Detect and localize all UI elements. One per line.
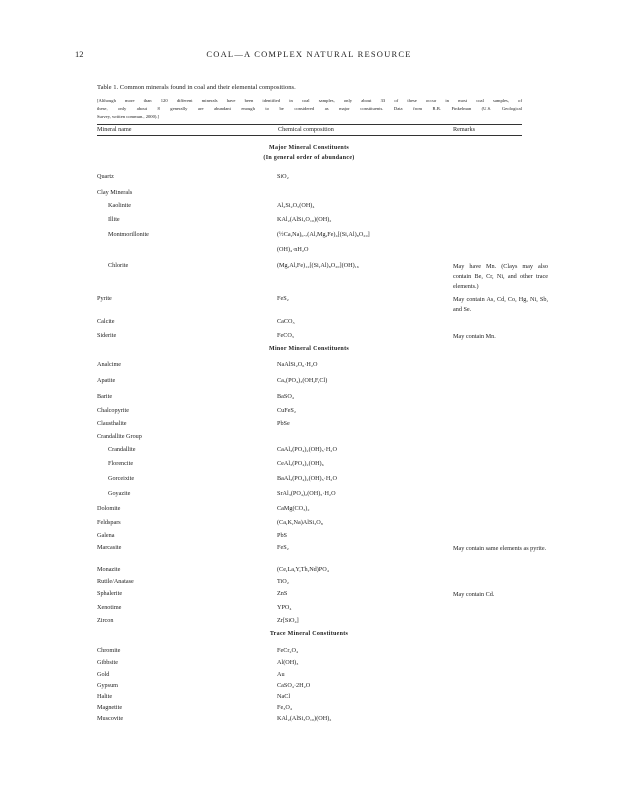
- formula-sphalerite: ZnS: [277, 590, 288, 597]
- mineral-crandallite: Crandallite: [108, 446, 136, 453]
- formula-feldspars: (Ca,K,Na)AlSi₃O₈: [277, 519, 323, 526]
- mineral-apatite: Apatite: [97, 377, 116, 384]
- formula-kaolinite: Al₂Si₂O₅(OH)₄: [277, 202, 315, 209]
- formula-siderite: FeCO₃: [277, 332, 294, 339]
- formula-illite: KAl₂(AlSi₃O₁₀)(OH)₂: [277, 216, 332, 223]
- section-title-trace: Trace Mineral Constituents: [269, 631, 349, 637]
- formula-crandallite: CaAl₃(PO₄)₂(OH)₅·H₂O: [277, 446, 337, 453]
- mineral-crandallite-group: Crandallite Group: [97, 433, 142, 440]
- mineral-barite: Barite: [97, 393, 113, 400]
- formula-gorceixite: BaAl₃(PO₄)₂(OH)₅·H₂O: [277, 475, 337, 482]
- table-note-line: these, only about 8 generally are abundant enough to be considered as major constituents. Data from R.B. Finkelman (U.S. Geological: [97, 106, 522, 111]
- table-note-line: Survey, written commun., 2000).]: [97, 114, 160, 119]
- section-title-major: Major Mineral Constituents: [268, 145, 349, 151]
- formula-analcime: NaAlSi₂O₆·H₂O: [277, 361, 318, 368]
- formula-florencite: CeAl₃(PO₄)₂(OH)₆: [277, 460, 324, 467]
- column-header-mineral: Mineral name: [97, 126, 132, 133]
- section-title-minor: Minor Mineral Constituents: [268, 346, 350, 352]
- mineral-muscovite: Muscovite: [97, 715, 124, 722]
- table-caption: Table 1. Common minerals found in coal and their elemental compositions.: [97, 84, 296, 91]
- formula-barite: BaSO₄: [277, 393, 294, 400]
- formula-zircon: Zr[SiO₄]: [277, 617, 299, 624]
- mineral-quartz: Quartz: [97, 173, 114, 180]
- formula-chalcopyrite: CuFeS₂: [277, 407, 297, 414]
- mineral-gibbsite: Gibbsite: [97, 659, 118, 666]
- formula-gold: Au: [277, 671, 285, 678]
- formula-gibbsite: Al(OH)₃: [277, 659, 299, 666]
- mineral-chalcopyrite: Chalcopyrite: [97, 407, 129, 414]
- formula-dolomite: CaMg(CO₃)₂: [277, 505, 310, 512]
- formula-montmorillonite-cont: (OH)₄·nH₂O: [277, 246, 309, 253]
- formula-pyrite: FeS₂: [277, 295, 289, 302]
- formula-rutile-anatase: TiO₂: [277, 578, 289, 585]
- formula-galena: PbS: [277, 532, 287, 539]
- formula-chlorite: (Mg,Al,Fe)₁₂[(Si,Al)₈O₂₀](OH)₁₆: [277, 262, 359, 269]
- formula-marcasite: FeS₂: [277, 544, 289, 551]
- formula-goyazite: SrAl₃(PO₄)₂(OH)₅·H₂O: [277, 490, 336, 497]
- mineral-clausthalite: Clausthalite: [97, 420, 127, 427]
- mineral-magnetite: Magnetite: [97, 704, 123, 711]
- page-number: 12: [75, 49, 84, 59]
- mineral-chromite: Chromite: [97, 647, 121, 654]
- mineral-marcasite: Marcasite: [97, 544, 122, 551]
- mineral-pyrite: Pyrite: [97, 295, 112, 302]
- mineral-analcime: Analcime: [97, 361, 122, 368]
- mineral-feldspars: Feldspars: [97, 519, 121, 526]
- formula-halite: NaCl: [277, 693, 291, 700]
- mineral-gorceixite: Gorceixite: [108, 475, 135, 482]
- section-subtitle-major: (In general order of abundance): [263, 155, 355, 161]
- mineral-illite: Illite: [108, 216, 120, 223]
- formula-chromite: FeCr₂O₄: [277, 647, 299, 654]
- mineral-rutile-anatase: Rutile/Anatase: [97, 578, 134, 585]
- mineral-siderite: Siderite: [97, 332, 117, 339]
- table-note-line: [Although more than 120 different minerals have been identified in coal samples, only about 33 of these occur in most coal samples, of: [97, 98, 522, 103]
- formula-montmorillonite: (½Ca,Na)₀.₇(Al,Mg,Fe)₄[(Si,Al)₈O₂₀]: [277, 231, 370, 238]
- remark-pyrite: May contain As, Cd, Co, Hg, Ni, Sb, and Se.: [453, 296, 548, 313]
- mineral-gold: Gold: [97, 671, 110, 678]
- mineral-clay-minerals: Clay Minerals: [97, 189, 133, 196]
- mineral-monazite: Monazite: [97, 566, 121, 573]
- mineral-xenotime: Xenotime: [97, 604, 122, 611]
- formula-gypsum: CaSO₄·2H₂O: [277, 682, 311, 689]
- formula-calcite: CaCO₃: [277, 318, 295, 325]
- formula-apatite: Ca₅(PO₄)₃(OH,F,Cl): [277, 377, 328, 384]
- mineral-chlorite: Chlorite: [108, 262, 129, 269]
- column-header-composition: Chemical composition: [278, 126, 334, 133]
- remark-marcasite: May contain same elements as pyrite.: [453, 545, 547, 552]
- mineral-halite: Halite: [97, 693, 113, 700]
- mineral-kaolinite: Kaolinite: [108, 202, 132, 209]
- mineral-galena: Galena: [97, 532, 115, 539]
- remark-siderite: May contain Mn.: [453, 333, 496, 340]
- formula-muscovite: KAl₂(AlSi₃O₁₀)(OH)₂: [277, 715, 332, 722]
- mineral-sphalerite: Sphalerite: [97, 590, 123, 597]
- mineral-florencite: Florencite: [108, 460, 134, 467]
- header-bottom-rule: [97, 135, 522, 136]
- formula-xenotime: YPO₄: [277, 604, 292, 611]
- running-head: COAL—A COMPLEX NATURAL RESOURCE: [206, 49, 412, 59]
- mineral-gypsum: Gypsum: [97, 682, 118, 689]
- mineral-dolomite: Dolomite: [97, 505, 121, 512]
- formula-monazite: (Ce,La,Y,Th,Nd)PO₄: [277, 566, 329, 573]
- remark-chlorite: May have Mn. (Clays may also contain Be, Cr, Ni, and other trace elements.): [453, 263, 548, 290]
- mineral-montmorillonite: Montmorillonite: [108, 231, 149, 238]
- table-top-rule: [97, 124, 522, 125]
- formula-quartz: SiO₂: [277, 173, 289, 180]
- mineral-zircon: Zircon: [97, 617, 114, 624]
- mineral-calcite: Calcite: [97, 318, 115, 325]
- remark-sphalerite: May contain Cd.: [453, 591, 495, 598]
- formula-clausthalite: PbSe: [277, 420, 290, 427]
- formula-magnetite: Fe₃O₄: [277, 704, 292, 711]
- mineral-goyazite: Goyazite: [108, 490, 131, 497]
- column-header-remarks: Remarks: [453, 126, 475, 133]
